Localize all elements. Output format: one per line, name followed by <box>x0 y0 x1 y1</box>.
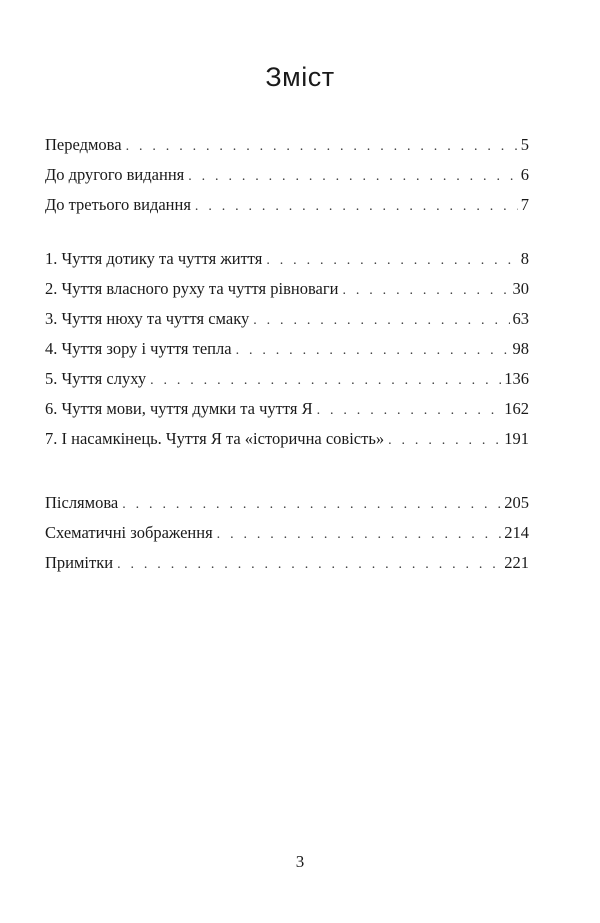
toc-entry-label: До другого видання <box>45 165 185 184</box>
toc-entry <box>45 274 529 304</box>
toc-entry-page: 221 <box>504 553 529 572</box>
toc-entry-label: 2. Чуття власного руху та чуття рівноваги <box>45 279 339 298</box>
dot-leader <box>388 426 501 456</box>
toc-entry-label: 6. Чуття мови, чуття думки та чуття Я <box>45 399 313 418</box>
toc-entry-label: 3. Чуття нюху та чуття смаку <box>45 309 250 328</box>
dot-leader <box>195 192 518 222</box>
toc-group-chapters <box>45 244 529 454</box>
toc-entry <box>45 304 529 334</box>
toc-entry <box>45 424 529 454</box>
toc-entry-label: 1. Чуття дотику та чуття життя <box>45 249 263 268</box>
toc-entry-label: 4. Чуття зору і чуття тепла <box>45 339 232 358</box>
toc-entry-page: 162 <box>504 399 529 418</box>
toc-entry-page: 30 <box>512 279 529 298</box>
dot-leader <box>126 132 518 162</box>
toc-entry-page: 98 <box>512 339 529 358</box>
toc-entry-page: 6 <box>520 165 529 184</box>
toc-group-back-matter <box>45 488 529 578</box>
toc-entry <box>45 244 529 274</box>
toc-entry-page: 205 <box>504 493 529 512</box>
toc-entry <box>45 364 529 394</box>
toc-entry <box>45 518 529 548</box>
toc-entry <box>45 130 529 160</box>
toc-entry-page: 191 <box>504 429 529 448</box>
dot-leader <box>122 490 501 520</box>
page-number: 3 <box>295 852 305 871</box>
toc-entry-page: 136 <box>504 369 529 388</box>
toc-entry-label: Примітки <box>45 553 114 572</box>
toc-entry <box>45 190 529 220</box>
toc-entry <box>45 160 529 190</box>
dot-leader <box>188 162 518 192</box>
toc-entry <box>45 334 529 364</box>
toc-entry-label: Схематичні зображення <box>45 523 213 542</box>
dot-leader <box>253 306 509 336</box>
toc-entry-page: 63 <box>512 309 529 328</box>
toc-entry <box>45 488 529 518</box>
toc-entry-page: 5 <box>520 135 529 154</box>
dot-leader <box>117 550 501 580</box>
toc-entry-label: До третього видання <box>45 195 191 214</box>
toc-entry-label: Передмова <box>45 135 122 154</box>
dot-leader <box>342 276 509 306</box>
dot-leader <box>317 396 502 426</box>
toc-entry-page: 214 <box>504 523 529 542</box>
dot-leader <box>150 366 501 396</box>
toc-entry-page: 7 <box>520 195 529 214</box>
toc-entry-label: Післямова <box>45 493 119 512</box>
toc-entry-label: 5. Чуття слуху <box>45 369 147 388</box>
dot-leader <box>217 520 502 550</box>
toc-group-front-matter <box>45 130 529 220</box>
toc-entry-label: 7. І насамкінець. Чуття Я та «історична совість» <box>45 429 385 448</box>
dot-leader <box>236 336 510 366</box>
toc-entry-page: 8 <box>520 249 529 268</box>
toc-entry <box>45 394 529 424</box>
toc-entry <box>45 548 529 578</box>
page-title: Зміст <box>265 62 335 92</box>
dot-leader <box>266 246 517 276</box>
